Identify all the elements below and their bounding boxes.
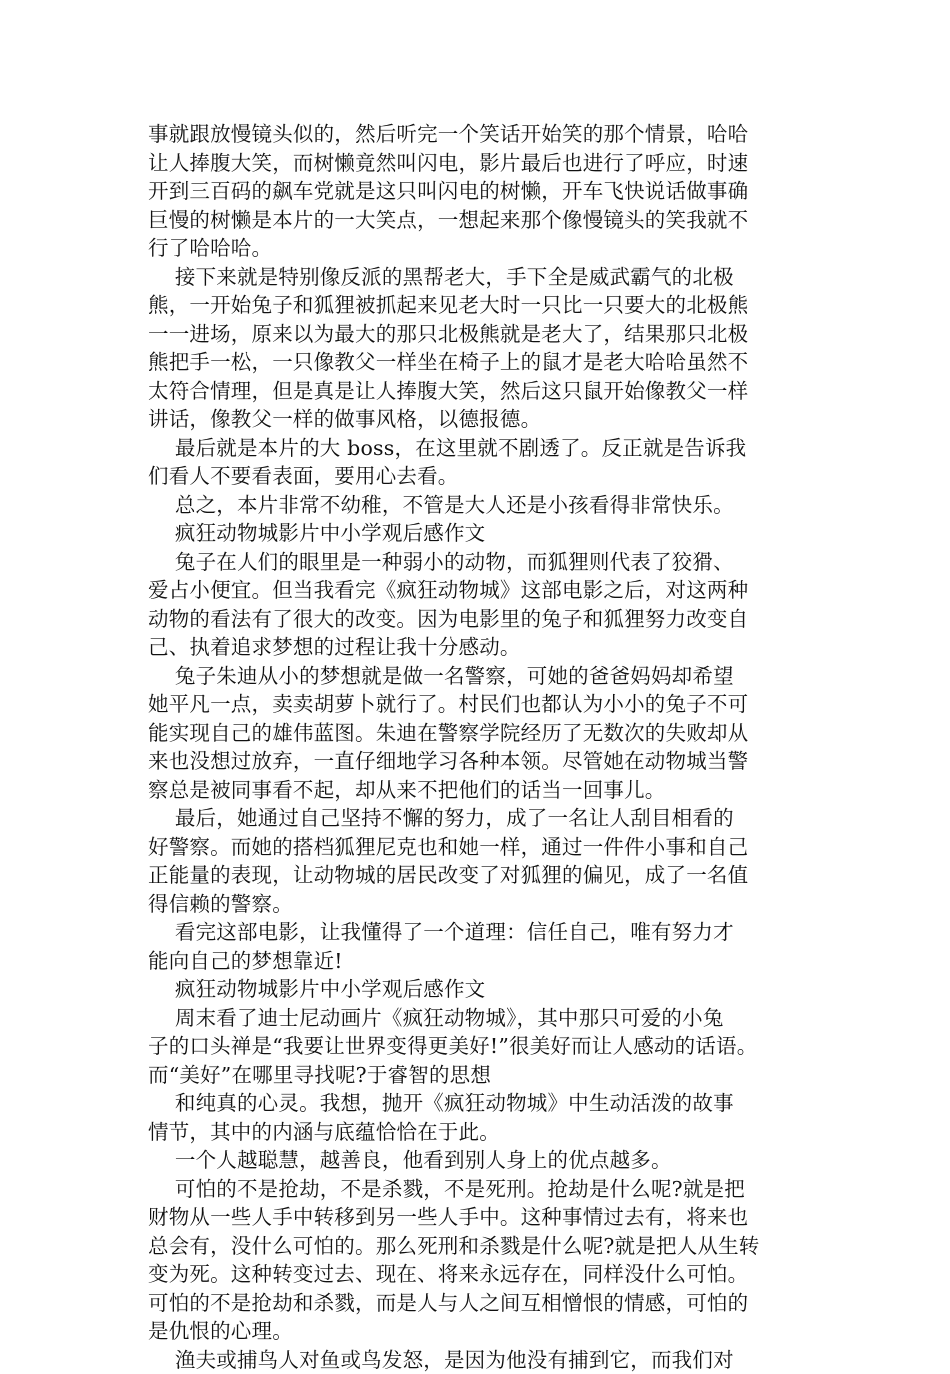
text-line: 好警察。而她的搭档狐狸尼克也和她一样，通过一件件小事和自己 bbox=[148, 833, 808, 862]
text-line: 能实现自己的雄伟蓝图。朱迪在警察学院经历了无数次的失败却从 bbox=[148, 719, 808, 748]
text-line: 可怕的不是抢劫和杀戮，而是人与人之间互相憎恨的情感，可怕的 bbox=[148, 1289, 808, 1318]
text-line: 一一进场，原来以为最大的那只北极熊就是老大了，结果那只北极 bbox=[148, 320, 808, 349]
text-line: 让人捧腹大笑，而树懒竟然叫闪电，影片最后也进行了呼应，时速 bbox=[148, 149, 808, 178]
text-line: 可怕的不是抢劫，不是杀戮，不是死刑。抢劫是什么呢?就是把 bbox=[148, 1175, 808, 1204]
text-line: 们看人不要看表面，要用心去看。 bbox=[148, 462, 808, 491]
text-line: 周末看了迪士尼动画片《疯狂动物城》，其中那只可爱的小兔 bbox=[148, 1004, 808, 1033]
text-line: 动物的看法有了很大的改变。因为电影里的兔子和狐狸努力改变自 bbox=[148, 605, 808, 634]
text-line: 她平凡一点，卖卖胡萝卜就行了。村民们也都认为小小的兔子不可 bbox=[148, 690, 808, 719]
text-line: 太符合情理，但是真是让人捧腹大笑，然后这只鼠开始像教父一样 bbox=[148, 377, 808, 406]
section-heading: 疯狂动物城影片中小学观后感作文 bbox=[148, 975, 808, 1004]
text-line: 事就跟放慢镜头似的，然后听完一个笑话开始笑的那个情景，哈哈 bbox=[148, 120, 808, 149]
text-line: 熊，一开始兔子和狐狸被抓起来见老大时一只比一只要大的北极熊 bbox=[148, 291, 808, 320]
text-line: 变为死。这种转变过去、现在、将来永远存在，同样没什么可怕。 bbox=[148, 1260, 808, 1289]
text-line: 己、执着追求梦想的过程让我十分感动。 bbox=[148, 633, 808, 662]
text-line: 和纯真的心灵。我想，抛开《疯狂动物城》中生动活泼的故事 bbox=[148, 1089, 808, 1118]
text-line: 总会有，没什么可怕的。那么死刑和杀戮是什么呢?就是把人从生转 bbox=[148, 1232, 808, 1261]
text-line: 开到三百码的飙车党就是这只叫闪电的树懒，开车飞快说话做事确 bbox=[148, 177, 808, 206]
text-line: 渔夫或捕鸟人对鱼或鸟发怒，是因为他没有捕到它，而我们对 bbox=[148, 1346, 808, 1374]
text-line: 正能量的表现，让动物城的居民改变了对狐狸的偏见，成了一名值 bbox=[148, 861, 808, 890]
text-line: 财物从一些人手中转移到另一些人手中。这种事情过去有，将来也 bbox=[148, 1203, 808, 1232]
text-line: 总之，本片非常不幼稚，不管是大人还是小孩看得非常快乐。 bbox=[148, 491, 808, 520]
text-line: 接下来就是特别像反派的黑帮老大，手下全是威武霸气的北极 bbox=[148, 263, 808, 292]
text-line: 兔子在人们的眼里是一种弱小的动物，而狐狸则代表了狡猾、 bbox=[148, 548, 808, 577]
text-line: 行了哈哈哈。 bbox=[148, 234, 808, 263]
section-heading: 疯狂动物城影片中小学观后感作文 bbox=[148, 519, 808, 548]
text-line: 看完这部电影，让我懂得了一个道理：信任自己，唯有努力才 bbox=[148, 918, 808, 947]
text-line: 熊把手一松，一只像教父一样坐在椅子上的鼠才是老大哈哈虽然不 bbox=[148, 348, 808, 377]
text-line: 兔子朱迪从小的梦想就是做一名警察，可她的爸爸妈妈却希望 bbox=[148, 662, 808, 691]
text-line: 能向自己的梦想靠近! bbox=[148, 947, 808, 976]
text-line: 最后，她通过自己坚持不懈的努力，成了一名让人刮目相看的 bbox=[148, 804, 808, 833]
text-line: 最后就是本片的大 boss，在这里就不剧透了。反正就是告诉我 bbox=[148, 434, 808, 463]
text-line: 察总是被同事看不起，却从来不把他们的话当一回事儿。 bbox=[148, 776, 808, 805]
text-line: 子的口头禅是“我要让世界变得更美好!”很美好而让人感动的话语。 bbox=[148, 1032, 808, 1061]
text-line: 是仇恨的心理。 bbox=[148, 1317, 808, 1346]
text-line: 来也没想过放弃，一直仔细地学习各种本领。尽管她在动物城当警 bbox=[148, 747, 808, 776]
text-line: 巨慢的树懒是本片的一大笑点，一想起来那个像慢镜头的笑我就不 bbox=[148, 206, 808, 235]
text-line: 情节，其中的内涵与底蕴恰恰在于此。 bbox=[148, 1118, 808, 1147]
text-line: 爱占小便宜。但当我看完《疯狂动物城》这部电影之后，对这两种 bbox=[148, 576, 808, 605]
document-page bbox=[148, 120, 808, 1374]
text-line: 讲话，像教父一样的做事风格，以德报德。 bbox=[148, 405, 808, 434]
text-line: 一个人越聪慧，越善良，他看到别人身上的优点越多。 bbox=[148, 1146, 808, 1175]
text-line: 而“美好”在哪里寻找呢?于睿智的思想 bbox=[148, 1061, 808, 1090]
text-line: 得信赖的警察。 bbox=[148, 890, 808, 919]
